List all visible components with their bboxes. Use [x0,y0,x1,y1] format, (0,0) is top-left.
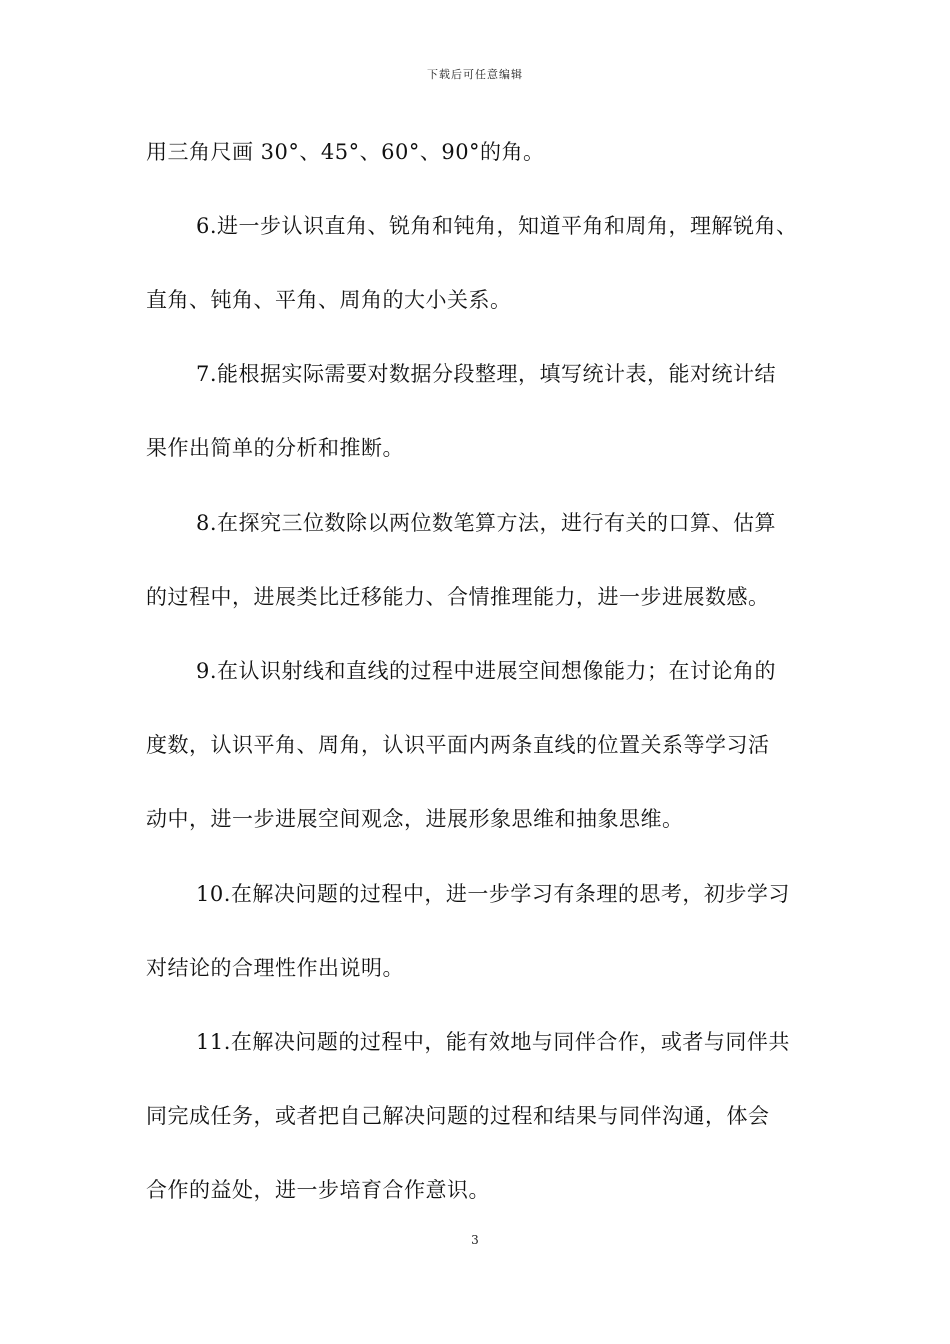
text-line: 7.能根据实际需要对数据分段整理，填写统计表，能对统计结 [196,362,777,386]
text-line: 的过程中，进展类比迁移能力、合情推理能力，进一步进展数感。 [146,585,770,609]
page-header: 下载后可任意编辑 [427,68,523,81]
text-line: 6.进一步认识直角、锐角和钝角，知道平角和周角，理解锐角、 [196,214,798,238]
text-line: 直角、钝角、平角、周角的大小关系。 [146,288,512,312]
text-line: 度数，认识平角、周角，认识平面内两条直线的位置关系等学习活 [146,733,770,757]
page-number: 3 [471,1233,479,1247]
text-line: 8.在探究三位数除以两位数笔算方法，进行有关的口算、估算 [196,511,777,535]
text-line: 合作的益处，进一步培育合作意识。 [146,1178,490,1202]
text-line: 10.在解决问题的过程中，进一步学习有条理的思考，初步学习 [196,882,790,906]
text-line: 9.在认识射线和直线的过程中进展空间想像能力；在讨论角的 [196,659,777,683]
text-line: 用三角尺画 30°、45°、60°、90°的角。 [146,140,545,164]
text-line: 果作出简单的分析和推断。 [146,436,404,460]
text-line: 同完成任务，或者把自己解决问题的过程和结果与同伴沟通，体会 [146,1104,770,1128]
text-line: 11.在解决问题的过程中，能有效地与同伴合作，或者与同伴共 [196,1030,790,1054]
text-line: 动中，进一步进展空间观念，进展形象思维和抽象思维。 [146,807,684,831]
text-line: 对结论的合理性作出说明。 [146,956,404,980]
